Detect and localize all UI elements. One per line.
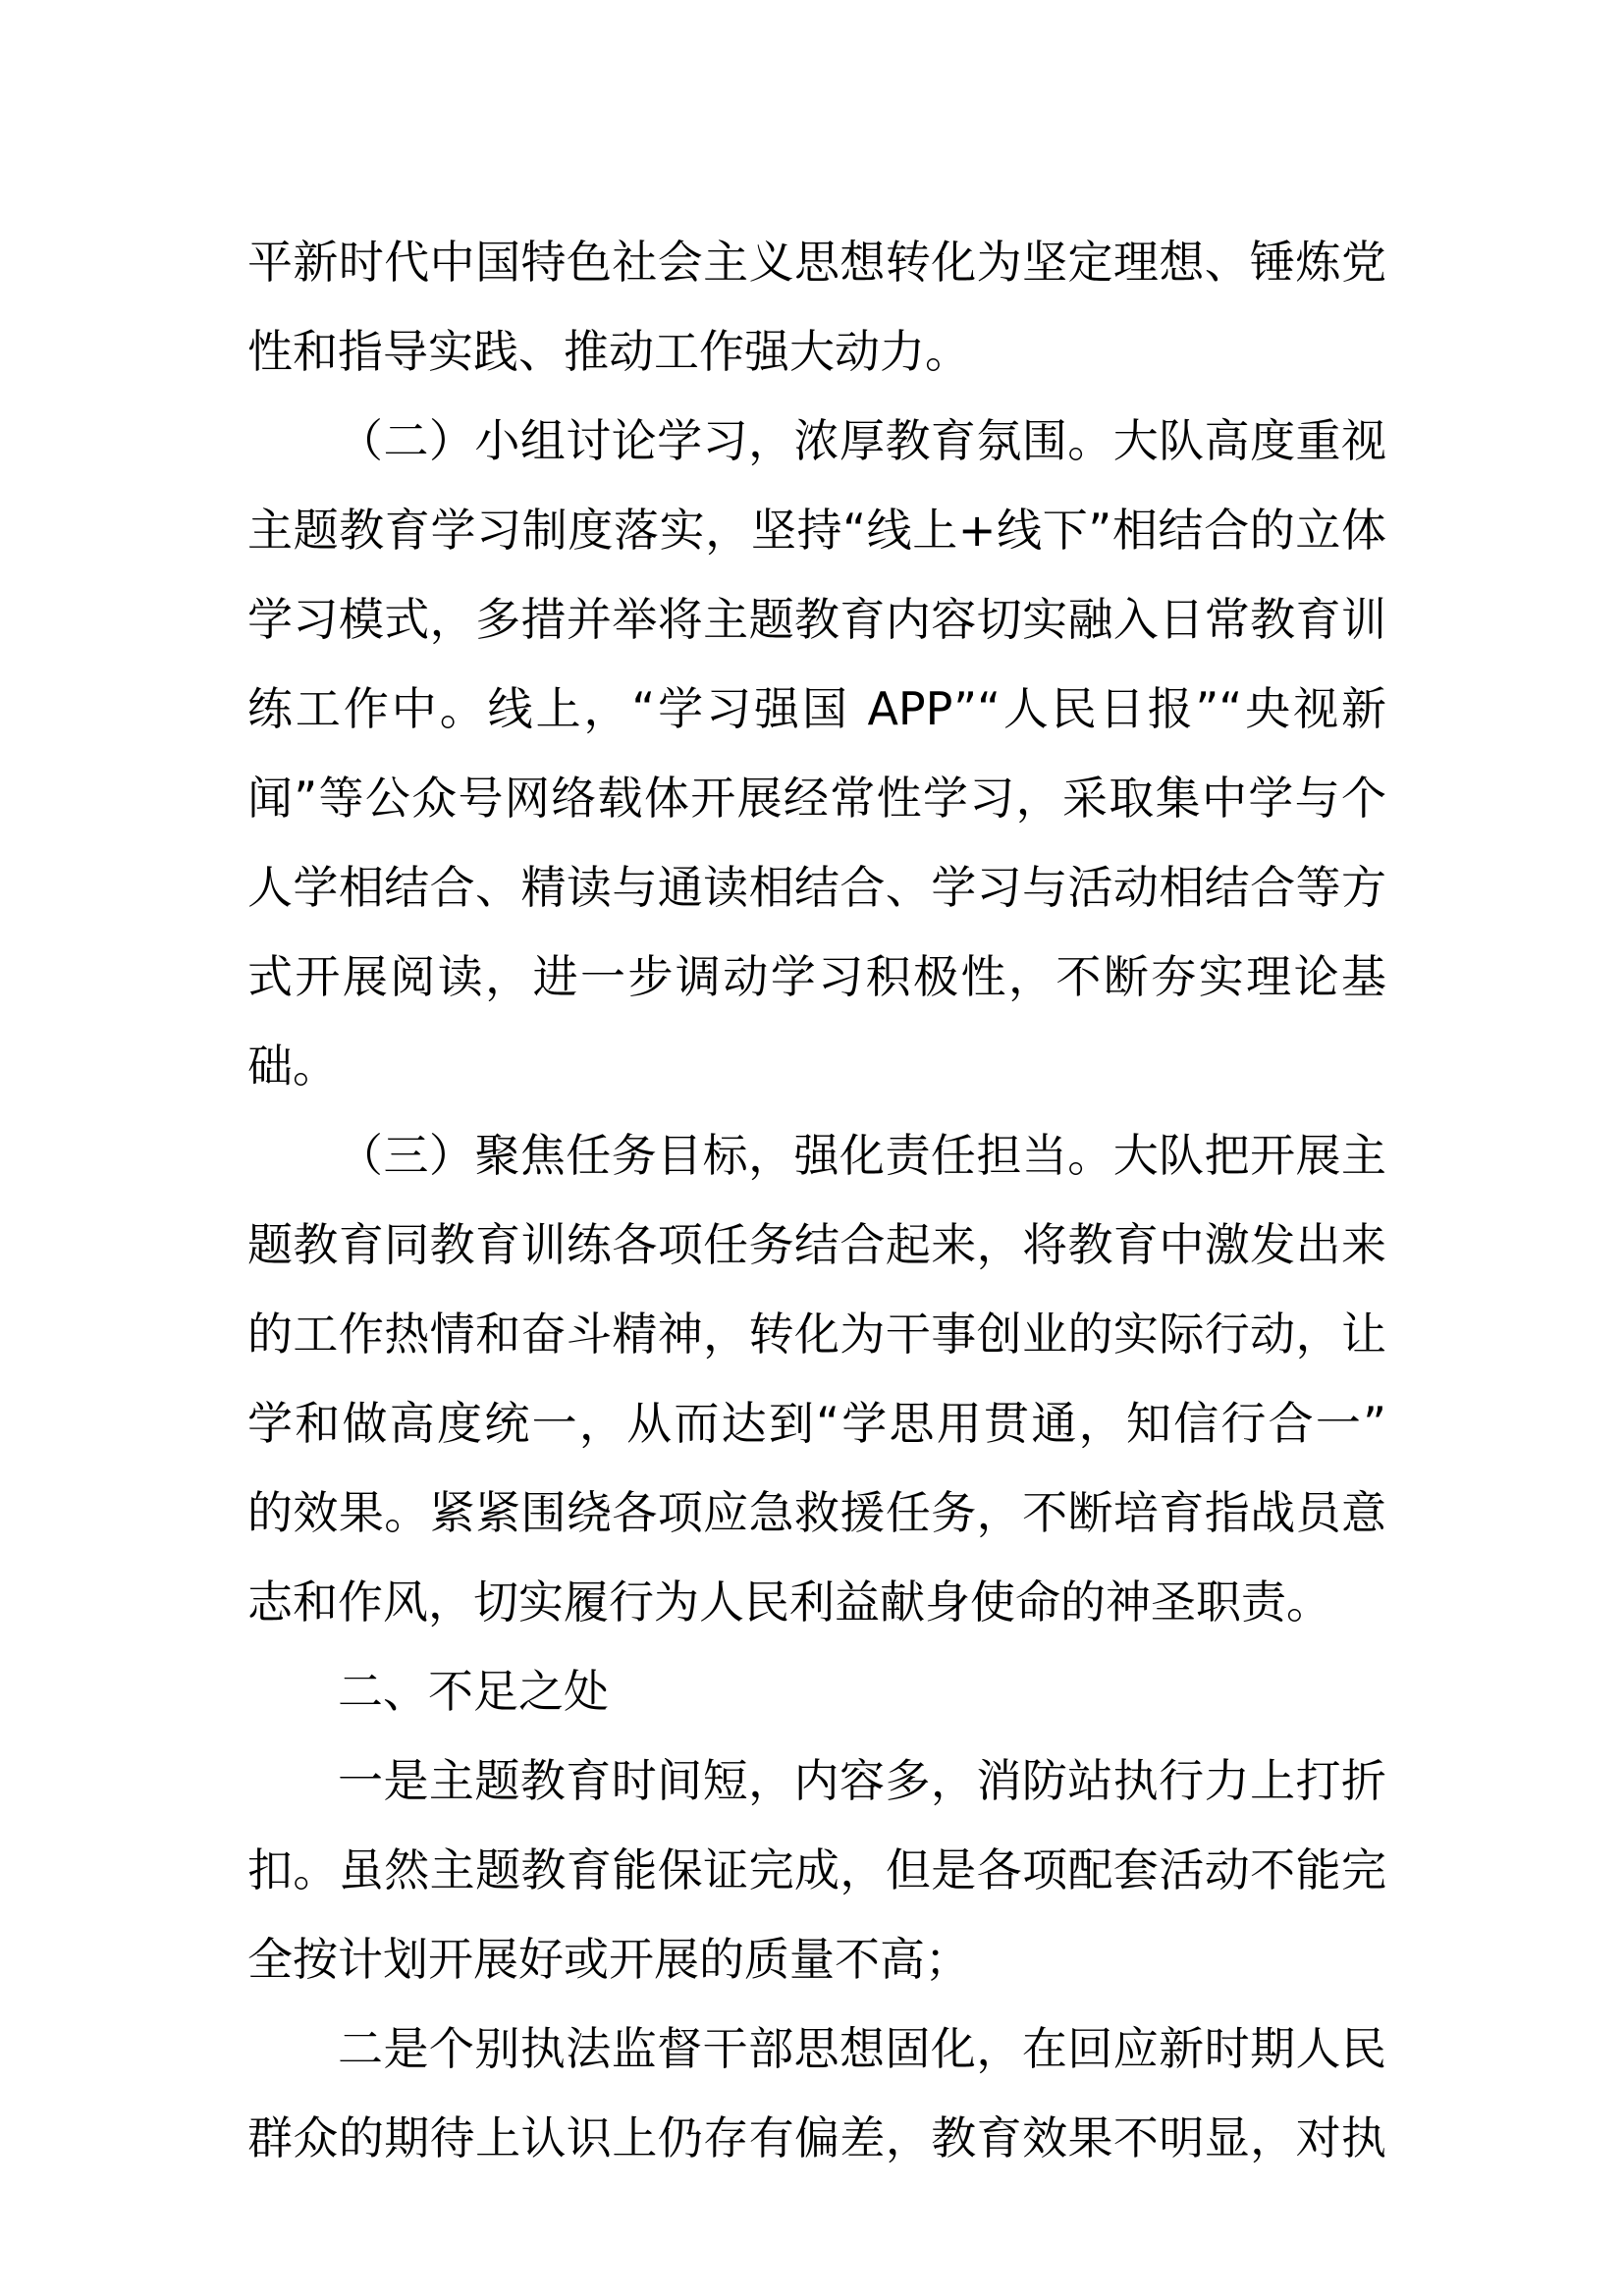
- section-heading: 二、不足之处: [338, 1665, 609, 1718]
- text-line: 的工作热情和奋斗精神，转化为干事创业的实际行动，让: [247, 1308, 1386, 1361]
- text-line: 闻”等公众号网络载体开展经常性学习，采取集中学与个: [247, 772, 1386, 825]
- text-line: 主题教育学习制度落实，坚持“线上+线下”相结合的立体: [247, 504, 1386, 557]
- paragraph-heading-line: （三）聚焦任务目标，强化责任担当。大队把开展主: [338, 1129, 1386, 1182]
- text-line: 一是主题教育时间短，内容多，消防站执行力上打折: [338, 1754, 1386, 1807]
- text-line: 群众的期待上认识上仍存有偏差，教育效果不明显，对执: [247, 2111, 1386, 2164]
- text-line: 全按计划开展好或开展的质量不高；: [247, 1933, 970, 1986]
- paragraph-heading-line: （二）小组讨论学习，浓厚教育氛围。大队高度重视: [338, 414, 1386, 467]
- text-line: 题教育同教育训练各项任务结合起来，将教育中激发出来: [247, 1218, 1386, 1271]
- text-line: 志和作风，切实履行为人民利益献身使命的神圣职责。: [247, 1575, 1331, 1629]
- document-body: [247, 218, 1386, 2183]
- text-line: 二是个别执法监督干部思想固化，在回应新时期人民: [338, 2022, 1386, 2075]
- text-line: 人学相结合、精读与通读相结合、学习与活动相结合等方: [247, 861, 1386, 914]
- text-line: 扣。虽然主题教育能保证完成，但是各项配套活动不能完: [247, 1843, 1386, 1896]
- text-line: 学习模式，多措并举将主题教育内容切实融入日常教育训: [247, 593, 1386, 646]
- text-line: 础。: [247, 1040, 338, 1093]
- text-line: 学和做高度统一，从而达到“学思用贯通，知信行合一”: [247, 1397, 1386, 1450]
- text-line: 平新时代中国特色社会主义思想转化为坚定理想、锤炼党: [247, 236, 1386, 289]
- text-line: 性和指导实践、推动工作强大动力。: [247, 325, 970, 378]
- text-line: 的效果。紧紧围绕各项应急救援任务，不断培育指战员意: [247, 1486, 1386, 1539]
- text-line: 式开展阅读，进一步调动学习积极性，不断夯实理论基: [247, 950, 1386, 1003]
- text-line: 练工作中。线上，“学习强国 APP”“人民日报”“央视新: [247, 682, 1386, 735]
